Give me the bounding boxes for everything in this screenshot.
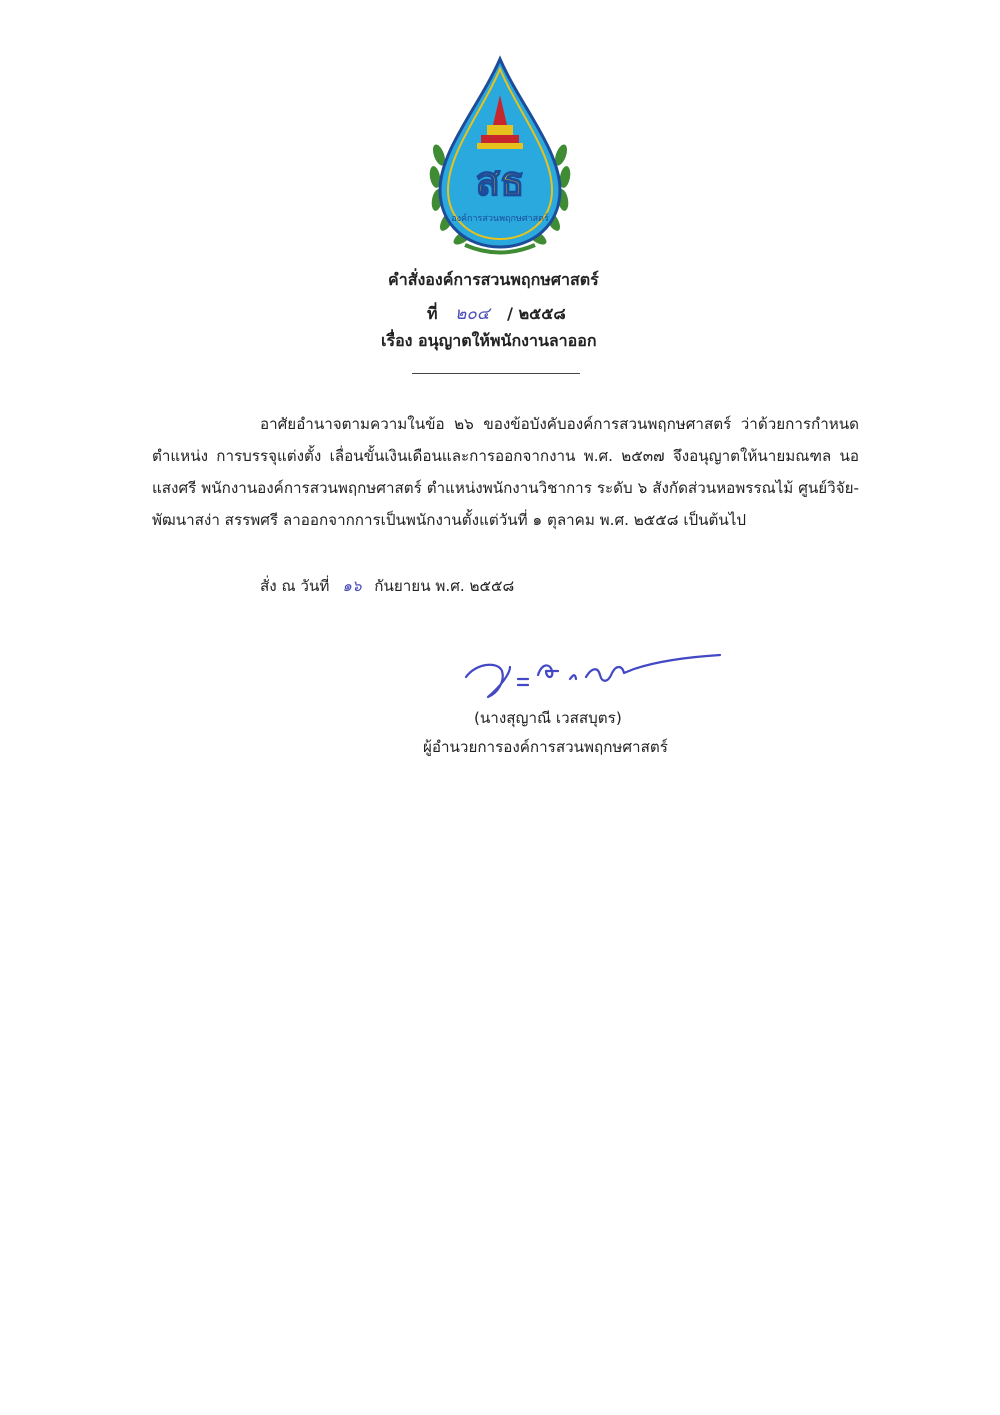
order-number-prefix: ที่ <box>427 304 438 323</box>
logo-monogram: สธ <box>475 158 525 205</box>
logo-caption: องค์การสวนพฤกษศาสตร์ <box>451 214 549 224</box>
date-rest: กันยายน พ.ศ. ๒๕๕๘ <box>374 577 515 595</box>
handwritten-signature <box>458 645 728 705</box>
organization-logo <box>425 55 575 260</box>
order-number <box>427 300 566 327</box>
signer-name: (นางสุญาณี เวสสบุตร) <box>474 709 622 727</box>
date-prefix: สั่ง ณ วันที่ <box>260 577 330 595</box>
signer-title: ผู้อำนวยการองค์การสวนพฤกษศาสตร์ <box>423 738 668 756</box>
header-divider <box>412 373 580 374</box>
date-line <box>260 574 514 598</box>
order-title: คำสั่งองค์การสวนพฤกษศาสตร์ <box>388 270 599 289</box>
body-paragraph: อาศัยอำนาจตามความในข้อ ๒๖ ของข้อบังคับองค์การสวนพฤกษศาสตร์ ว่าด้วยการกำหนดตำแหน่ง การบรรจุแต่งตั้ง เลื่อนขั้นเงินเดือนและการออกจากงาน พ.ศ. ๒๕๓๗ จึงอนุญาตให้นายมณฑล นอแสงศรี พนักงานองค์การสวนพฤกษศาสตร์ ตำแหน่งพนักงานวิชาการ ระดับ ๖ สังกัดส่วนหอพรรณไม้ ศูนย์วิจัย-พัฒนาสง่า สรรพศรี ลาออกจากการเป็นพนักงานตั้งแต่วันที่ ๑ ตุลาคม พ.ศ. ๒๕๕๘ เป็นต้นไป <box>152 415 859 529</box>
order-number-suffix: / ๒๕๕๘ <box>507 304 566 323</box>
order-subject: เรื่อง อนุญาตให้พนักงานลาออก <box>381 331 597 350</box>
order-number-handwritten: ๒๐๔ <box>455 304 490 324</box>
date-day-handwritten: ๑๖ <box>342 577 362 595</box>
